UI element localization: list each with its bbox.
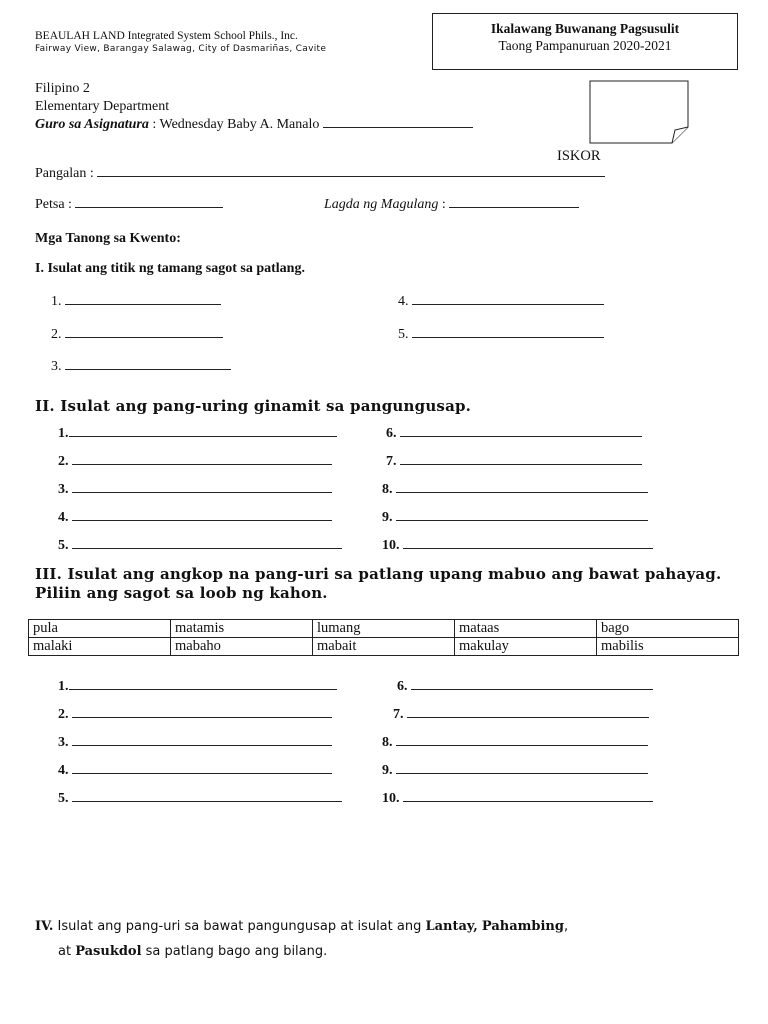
answer-line[interactable]	[403, 800, 653, 802]
answer-line[interactable]	[396, 772, 648, 774]
part2-item: 6.	[386, 426, 642, 442]
name-label: Pangalan :	[35, 166, 94, 181]
answer-line[interactable]	[396, 491, 648, 493]
answer-line[interactable]	[72, 716, 332, 718]
answer-line[interactable]	[400, 463, 642, 465]
part4-instruction-line2	[58, 944, 327, 959]
word-cell: bago	[597, 620, 739, 638]
parent-signature-row	[324, 197, 579, 213]
part3-item: 4.	[58, 763, 332, 779]
score-box	[589, 80, 689, 144]
word-cell: pula	[29, 620, 171, 638]
word-cell: lumang	[313, 620, 455, 638]
part1-item: 5.	[398, 327, 604, 343]
date-label: Petsa :	[35, 197, 72, 212]
word-cell: makulay	[455, 638, 597, 656]
part3-item: 8.	[382, 735, 648, 751]
answer-line[interactable]	[411, 688, 653, 690]
part2-item: 10.	[382, 538, 653, 554]
answer-line[interactable]	[65, 368, 231, 370]
part3-item: 2.	[58, 707, 332, 723]
answer-line[interactable]	[407, 716, 649, 718]
name-row	[35, 166, 605, 182]
part4-instruction-line1	[35, 919, 568, 934]
date-row	[35, 197, 223, 213]
term-pasukdol: Pasukdol	[75, 944, 142, 959]
part3-item: 9.	[382, 763, 648, 779]
word-cell: mabaho	[171, 638, 313, 656]
answer-line[interactable]	[72, 547, 342, 549]
part3-item: 10.	[382, 791, 653, 807]
score-label: ISKOR	[557, 148, 601, 164]
part2-item: 4.	[58, 510, 332, 526]
part3-heading: III. Isulat ang angkop na pang-uri sa patlang upang mabuo ang bawat pahayag.	[35, 565, 722, 583]
part2-item: 9.	[382, 510, 648, 526]
answer-line[interactable]	[396, 744, 648, 746]
answer-line[interactable]	[396, 519, 648, 521]
part3-item: 5.	[58, 791, 342, 807]
teacher-label: Guro sa Asignatura	[35, 117, 149, 132]
answer-line[interactable]	[412, 336, 604, 338]
teacher-name: Wednesday Baby A. Manalo	[159, 117, 320, 132]
part3-item: 6.	[397, 679, 653, 695]
part1-item: 1.	[51, 294, 221, 310]
part4-comma: ,	[563, 919, 569, 934]
subject: Filipino 2	[35, 81, 90, 96]
answer-line[interactable]	[72, 519, 332, 521]
answer-line[interactable]	[72, 463, 332, 465]
parent-signature-separator: :	[438, 197, 446, 212]
answer-line[interactable]	[69, 435, 337, 437]
word-box-row	[29, 620, 739, 638]
teacher-line	[35, 117, 473, 133]
part1-item: 4.	[398, 294, 604, 310]
answer-line[interactable]	[400, 435, 642, 437]
part2-item: 5.	[58, 538, 342, 554]
answer-line[interactable]	[69, 688, 337, 690]
part4-number: IV.	[35, 919, 54, 934]
part3-item: 3.	[58, 735, 332, 751]
part3-item: 7.	[393, 707, 649, 723]
term-lantay: Lantay,	[425, 919, 478, 934]
word-cell: malaki	[29, 638, 171, 656]
answer-line[interactable]	[65, 303, 221, 305]
answer-line[interactable]	[72, 800, 342, 802]
part4-at: at	[58, 944, 76, 959]
word-cell: mabilis	[597, 638, 739, 656]
word-box	[28, 619, 739, 656]
word-cell: matamis	[171, 620, 313, 638]
name-field[interactable]	[97, 175, 605, 177]
date-field[interactable]	[75, 206, 223, 208]
part1-item: 3.	[51, 359, 231, 375]
term-pahambing: Pahambing	[481, 919, 564, 934]
answer-line[interactable]	[412, 303, 604, 305]
parent-signature-field[interactable]	[449, 206, 579, 208]
word-box-row	[29, 638, 739, 656]
word-cell: mataas	[455, 620, 597, 638]
part1-heading: I. Isulat ang titik ng tamang sagot sa patlang.	[35, 261, 305, 276]
part2-item: 3.	[58, 482, 332, 498]
answer-line[interactable]	[72, 772, 332, 774]
part3-subheading: Piliin ang sagot sa loob ng kahon.	[35, 584, 328, 602]
teacher-separator: :	[148, 117, 160, 132]
answer-line[interactable]	[403, 547, 653, 549]
part2-item: 7.	[386, 454, 642, 470]
answer-line[interactable]	[72, 744, 332, 746]
school-address: Fairway View, Barangay Salawag, City of Dasmariñas, Cavite	[35, 44, 327, 54]
teacher-underline	[323, 126, 473, 128]
school-name: BEAULAH LAND Integrated System School Phils., Inc.	[35, 30, 298, 42]
part1-item: 2.	[51, 327, 223, 343]
part4-text: Isulat ang pang-uri sa bawat pangungusap at isulat ang	[53, 919, 426, 934]
word-cell: mabait	[313, 638, 455, 656]
part2-item: 1.	[58, 426, 337, 442]
department: Elementary Department	[35, 99, 170, 114]
part2-item: 8.	[382, 482, 648, 498]
part4-text: sa patlang bago ang bilang.	[141, 944, 328, 959]
part2-heading: II. Isulat ang pang-uring ginamit sa pangungusap.	[35, 397, 472, 415]
part2-item: 2.	[58, 454, 332, 470]
exam-title: Ikalawang Buwanang Pagsusulit	[490, 21, 680, 36]
school-year: Taong Pampanuruan 2020-2021	[498, 38, 672, 53]
parent-signature-label: Lagda ng Magulang	[324, 197, 439, 212]
exam-title-box	[432, 13, 738, 70]
part3-item: 1.	[58, 679, 337, 695]
story-questions-heading: Mga Tanong sa Kwento:	[35, 231, 181, 246]
answer-line[interactable]	[65, 336, 223, 338]
answer-line[interactable]	[72, 491, 332, 493]
